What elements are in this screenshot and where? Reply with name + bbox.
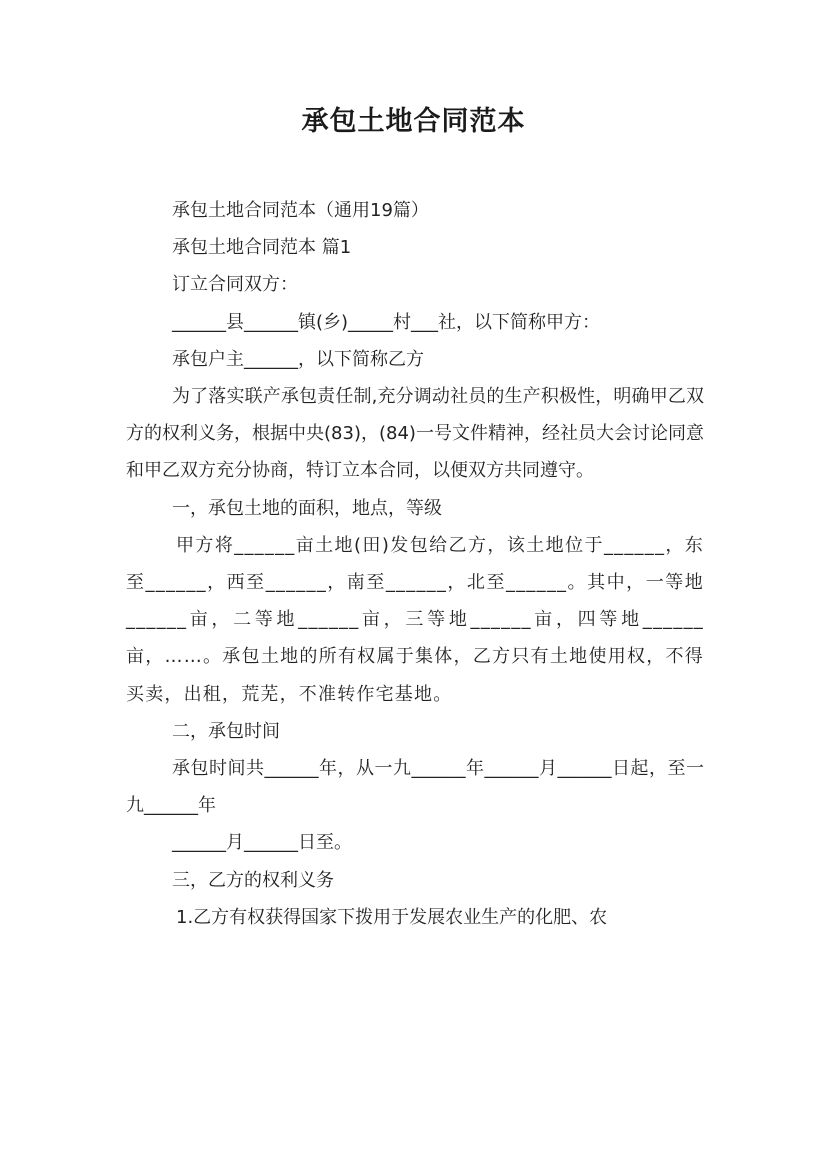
- paragraph-clause-3-heading: 三，乙方的权利义务: [172, 869, 334, 891]
- paragraph-parties-intro: 订立合同双方：: [172, 274, 298, 296]
- paragraph-rights-1: 1.乙方有权获得国家下拨用于发展农业生产的化肥、农: [176, 906, 608, 928]
- paragraph-clause-2-heading: 二，承包时间: [172, 720, 280, 742]
- paragraph-party-a: ______县______镇(乡)_____村___社，以下简称甲方：: [172, 311, 601, 333]
- document-title: 承包土地合同范本: [301, 106, 526, 137]
- document-body: [126, 192, 704, 936]
- paragraph-land-details: 甲方将______亩土地(田)发包给乙方，该土地位于______，东至______，西至______，南至______，北至______。其中，一等地______亩，二等地______亩，三等地______亩，四等地______亩，……。承包土地的所有权属于集体，乙方只有土地使用权，不得买卖，出租，荒芜，不准转作宅基地。: [126, 534, 704, 705]
- paragraph-section-heading: 承包土地合同范本 篇1: [172, 237, 352, 259]
- paragraph-party-b: 承包户主______，以下简称乙方: [172, 348, 424, 370]
- paragraph-subtitle: 承包土地合同范本（通用19篇）: [172, 200, 429, 221]
- paragraph-clause-1-heading: 一，承包土地的面积，地点，等级: [172, 497, 442, 519]
- paragraph-purpose: 为了落实联产承包责任制,充分调动社员的生产积极性，明确甲乙双方的权利义务，根据中央(83)，(84)一号文件精神，经社员大会讨论同意和甲乙双方充分协商，特订立本合同，以便双方共同遵守。: [126, 386, 704, 482]
- paragraph-term: 承包时间共______年，从一九______年______月______日起，至一九______年: [126, 758, 704, 817]
- paragraph-term-end: ______月______日至。: [172, 832, 352, 854]
